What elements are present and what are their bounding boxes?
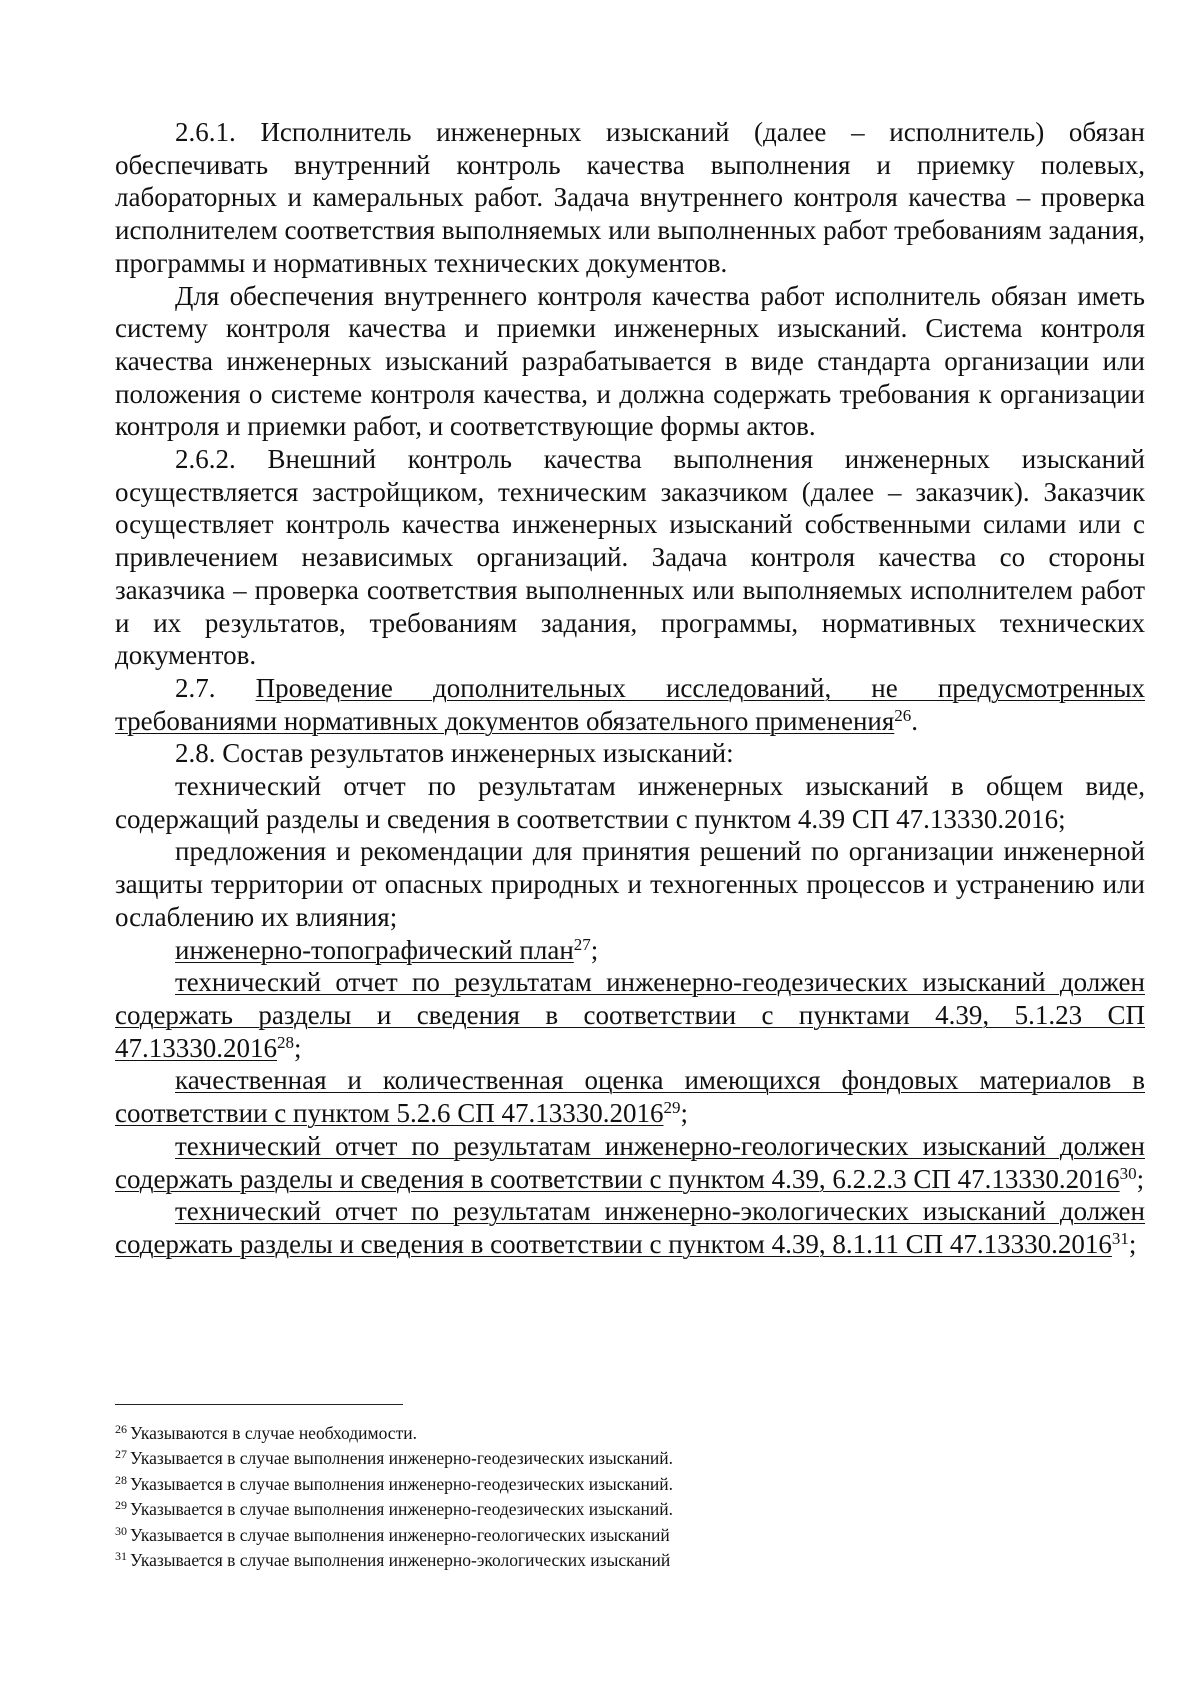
punctuation: ; xyxy=(294,1032,302,1063)
paragraph-2-6-2 xyxy=(115,443,1145,672)
clause-number: 2.8. xyxy=(175,738,216,769)
list-item-fund-materials xyxy=(115,1064,1145,1129)
document-body xyxy=(115,116,1145,1261)
footnotes xyxy=(115,1421,1145,1573)
footnote-reference[interactable]: 30 xyxy=(1119,1163,1137,1183)
list-item-geological-report xyxy=(115,1130,1145,1195)
footnote-27 xyxy=(115,1446,1145,1471)
underlined-text: технический отчет по результатам инженерно-геологических изысканий должен содержать разделы и сведения в соответствии с пунктом 4.39, 6.2.2.3 СП 47.13330.2016 xyxy=(115,1130,1145,1194)
footnote-number: 30 xyxy=(115,1523,127,1538)
footnote-text: Указывается в случае выполнения инженерно-экологических изысканий xyxy=(130,1550,671,1571)
footnote-31 xyxy=(115,1548,1145,1573)
list-item-geodetic-report xyxy=(115,966,1145,1064)
paragraph-2-7 xyxy=(115,672,1145,737)
clause-number: 2.6.2. xyxy=(175,444,236,475)
footnote-number: 26 xyxy=(115,1422,127,1436)
footnote-text: Указывается в случае выполнения инженерно-геологических изысканий xyxy=(130,1524,670,1545)
list-item-text: технический отчет по результатам инженерных изысканий в общем виде, содержащий разделы и сведения в соответствии с пунктом 4.39 СП 47.13330.2016; xyxy=(115,771,1145,834)
punctuation: ; xyxy=(680,1098,688,1129)
paragraph-text: Исполнитель инженерных изысканий (далее – исполнитель) обязан обеспечивать внутренний контроль качества выполнения и приемку полевых, лабораторных и камеральных работ. Задача внутреннего контроля качества – проверка исполнителем соответствия выполняемых или выполненных работ требованиям задания, программы и нормативных технических документов. xyxy=(115,117,1145,278)
underlined-text: Проведение дополнительных исследований, не предусмотренных требованиями нормативных документов обязательного применения xyxy=(115,672,1145,736)
punctuation: ; xyxy=(1136,1163,1145,1194)
underlined-text: инженерно-топографический план xyxy=(175,934,574,965)
footnote-number: 29 xyxy=(115,1498,127,1513)
footnote-reference[interactable]: 29 xyxy=(663,1098,681,1118)
paragraph-text: Внешний контроль качества выполнения инженерных изысканий осуществляется застройщиком, техническим заказчиком (далее – заказчик). Заказчик осуществляет контроль качества инженерных изысканий собственными силами или с привлечением независимых организаций. Задача контроля качества со стороны заказчика – проверка соответствия выполненных или выполняемых исполнителем работ и их результатов, требованиям задания, программы, нормативных технических документов. xyxy=(115,444,1145,671)
footnote-reference[interactable]: 28 xyxy=(277,1032,294,1052)
footnote-reference[interactable]: 26 xyxy=(894,705,912,725)
punctuation: . xyxy=(911,705,919,736)
punctuation: ; xyxy=(590,934,599,965)
footnote-separator xyxy=(115,1404,403,1405)
list-item-technical-report xyxy=(115,770,1145,835)
footnote-reference[interactable]: 27 xyxy=(573,934,591,954)
footnote-text: Указывается в случае выполнения инженерно-геодезических изысканий. xyxy=(130,1448,674,1469)
footnote-text: Указывается в случае выполнения инженерно-геодезических изысканий. xyxy=(130,1499,674,1520)
paragraph-text: Для обеспечения внутреннего контроля качества работ исполнитель обязан иметь систему контроля качества и приемки инженерных изысканий. Система контроля качества инженерных изысканий разрабатывается в виде стандарта организации или положения о системе контроля качества, и должна содержать требования к организации контроля и приемки работ, и соответствующие формы актов. xyxy=(115,280,1145,442)
list-item-topographic-plan xyxy=(115,934,1145,967)
paragraph-2-6-1-continued xyxy=(115,280,1145,444)
clause-number: 2.7. xyxy=(175,672,216,703)
footnote-30 xyxy=(115,1523,1145,1548)
footnote-reference[interactable]: 31 xyxy=(1111,1228,1129,1248)
footnote-text: Указывается в случае выполнения инженерно-геодезических изысканий. xyxy=(130,1473,674,1494)
footnote-text: Указываются в случае необходимости. xyxy=(130,1423,417,1443)
underlined-text: технический отчет по результатам инженерно-геодезических изысканий должен содержать разделы и сведения в соответствии с пунктами 4.39, 5.1.23 СП 47.13330.2016 xyxy=(115,967,1145,1063)
footnote-29 xyxy=(115,1497,1145,1522)
paragraph-2-6-1 xyxy=(115,116,1145,280)
paragraph-text: Состав результатов инженерных изысканий: xyxy=(222,738,734,769)
underlined-text: качественная и количественная оценка имеющихся фондовых материалов в соответствии с пунктом 5.2.6 СП 47.13330.2016 xyxy=(115,1065,1145,1129)
punctuation: ; xyxy=(1128,1228,1137,1259)
list-item-text: предложения и рекомендации для принятия решений по организации инженерной защиты территории от опасных природных и техногенных процессов и устранению или ослаблению их влияния; xyxy=(115,836,1145,932)
footnote-26 xyxy=(115,1421,1145,1446)
list-item-ecological-report xyxy=(115,1195,1145,1260)
footnote-number: 27 xyxy=(115,1447,127,1462)
underlined-text: технический отчет по результатам инженерно-экологических изысканий должен содержать разделы и сведения в соответствии с пунктом 4.39, 8.1.11 СП 47.13330.2016 xyxy=(115,1196,1145,1259)
footnote-28 xyxy=(115,1472,1145,1497)
paragraph-2-8 xyxy=(115,737,1145,770)
footnote-number: 31 xyxy=(115,1549,127,1564)
list-item-recommendations xyxy=(115,835,1145,933)
footnote-number: 28 xyxy=(115,1472,127,1487)
clause-number: 2.6.1. xyxy=(175,117,236,147)
